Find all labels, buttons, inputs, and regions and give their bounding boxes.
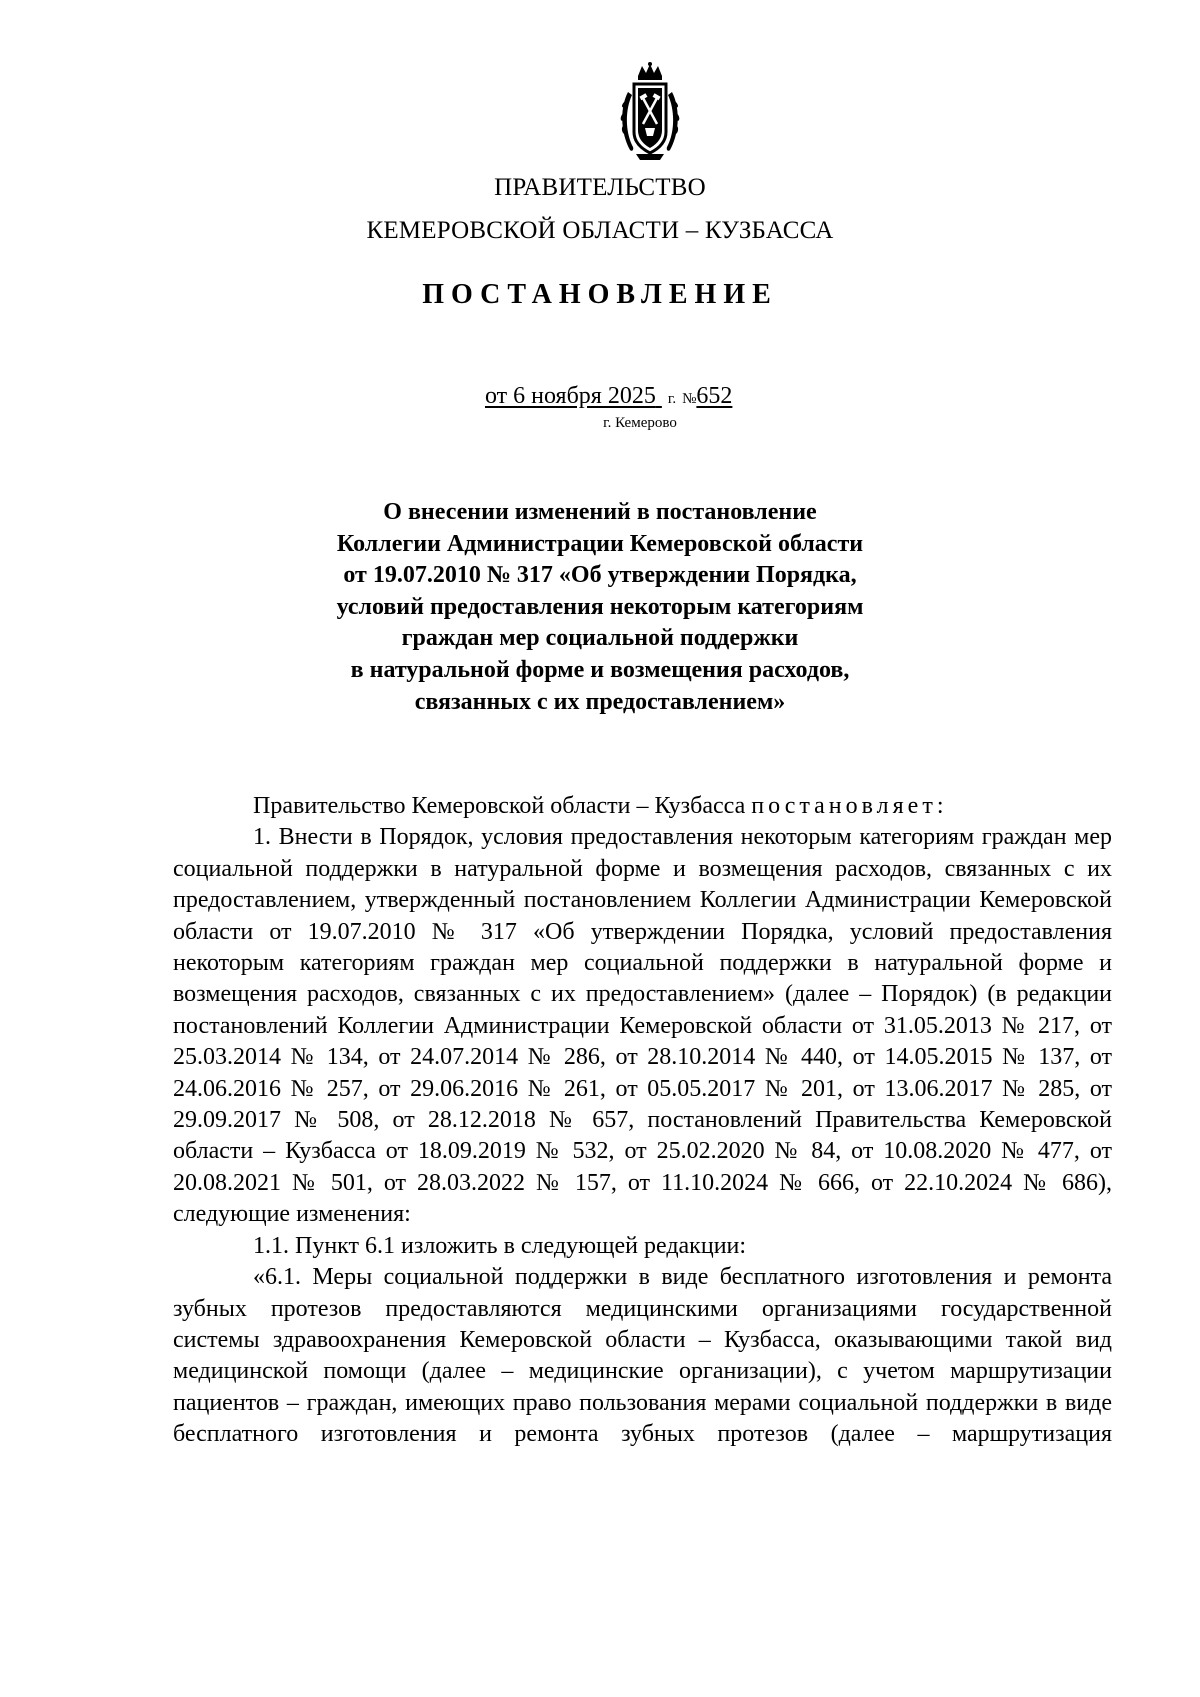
coat-of-arms-icon xyxy=(616,62,684,162)
title-line: граждан мер социальной поддержки xyxy=(401,625,799,652)
title-line: в натуральной форме и возмещения расходов, xyxy=(350,656,850,683)
city-line xyxy=(0,415,1200,432)
title-line: Коллегии Администрации Кемеровской области xyxy=(336,530,864,557)
year-suffix: г. xyxy=(667,391,677,407)
paragraph-1-1: 1.1. Пункт 6.1 изложить в следующей редакции: xyxy=(253,1232,747,1259)
intro-paragraph xyxy=(173,791,1112,822)
document-title xyxy=(250,497,950,718)
document-body xyxy=(173,791,1112,1451)
intro-text: Правительство Кемеровской области – Кузбасса xyxy=(253,793,746,819)
date-number-line xyxy=(485,383,732,410)
paragraph-6-1: «6.1. Меры социальной поддержки в виде бесплатного изготовления и ремонта зубных протезов предоставляются медицинскими организациями государственной системы здравоохранения Кемеровской области – Кузбасса, оказывающими такой вид медицинской помощи (далее – медицинские организации), с учетом маршрутизации пациентов – граждан, имеющих право пользования мерами социальной поддержки в виде бесплатного изготовления и ремонта зубных протезов (далее – маршрутизация xyxy=(173,1264,1112,1448)
number-label: № xyxy=(682,391,697,407)
title-line: О внесении изменений в постановление xyxy=(383,499,817,525)
org-name-line2: КЕМЕРОВСКОЙ ОБЛАСТИ – КУЗБАССА xyxy=(366,217,834,244)
city-name: г. Кемерово xyxy=(603,415,677,431)
org-name-line1: ПРАВИТЕЛЬСТВО xyxy=(494,174,706,201)
title-line: условий предоставления некоторым категориям xyxy=(336,593,864,620)
document-type-heading: ПОСТАНОВЛЕНИЕ xyxy=(422,279,778,310)
intro-resolves: постановляет: xyxy=(751,793,948,819)
title-line: связанных с их предоставлением» xyxy=(414,688,786,715)
document-number: 652 xyxy=(696,383,733,409)
paragraph-1: 1. Внести в Порядок, условия предоставления некоторым категориям граждан мер социальной поддержки в натуральной форме и возмещения расходов, связанных с их предоставлением, утвержденный постановлением Коллегии Администрации Кемеровской области от 19.07.2010 № 317 «Об утверждении Порядка, условий предоставления некоторым категориям граждан мер социальной поддержки в натуральной форме и возмещения расходов, связанных с их предоставлением» (далее – Порядок) (в редакции постановлений Коллегии Администрации Кемеровской области от 31.05.2013 № 217, от 25.03.2014 № 134, от 24.07.2014 № 286, от 28.10.2014 № 440, от 14.05.2015 № 137, от 24.06.2016 № 257, от 29.06.2016 № 261, от 05.05.2017 № 201, от 13.06.2017 № 285, от 29.09.2017 № 508, от 28.12.2018 № 657, постановлений Правительства Кемеровской области – Кузбасса от 18.09.2019 № 532, от 25.02.2020 № 84, от 10.08.2020 № 477, от 20.08.2021 № 501, от 28.03.2022 № 157, от 11.10.2024 № 666, от 22.10.2024 № 686), следующие изменения: xyxy=(173,824,1112,1228)
document-date: от 6 ноября 2025 xyxy=(485,383,656,409)
title-line: от 19.07.2010 № 317 «Об утверждении Порядка, xyxy=(343,562,857,589)
